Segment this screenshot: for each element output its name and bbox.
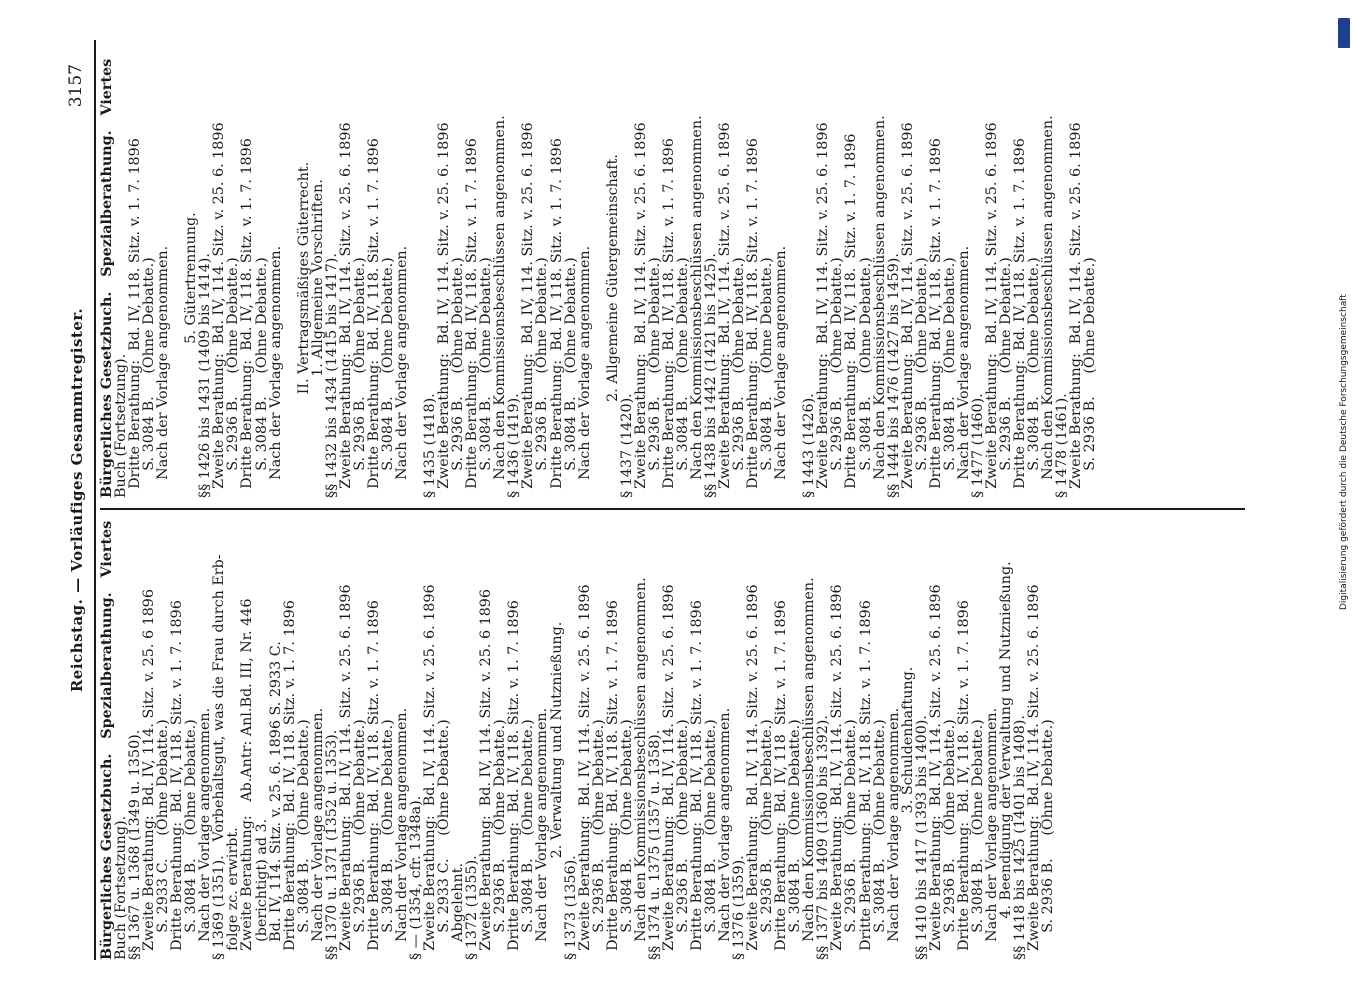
register-line: § 1436 (1419). xyxy=(506,393,523,498)
register-line: Dritte Berathung: Bd. IV, 118. Sitz. v. 1. 7. 1896 xyxy=(464,138,481,498)
register-line: Nach der Vorlage angenommen. xyxy=(309,707,326,960)
register-line: S. 2936 B. (Ohne Debatte.) xyxy=(492,719,509,960)
register-line: Zweite Berathung: Bd. IV, 114. Sitz. v. 25. 6. 1896 xyxy=(422,584,439,960)
right-column xyxy=(100,58,1245,498)
register-line: Zweite Berathung: Bd. IV, 114. Sitz. v. 25. 6 1896 xyxy=(141,589,158,960)
register-line: S. 2936 B. (Ohne Debatte.) xyxy=(731,257,748,498)
register-line: S. 3084 B. (Ohne Debatte.) xyxy=(759,257,776,498)
register-line: 2. Verwaltung und Nutznießung. xyxy=(548,621,565,859)
register-line: S. 3084 B. (Ohne Debatte.) xyxy=(478,257,495,498)
register-line: Zweite Berathung: Bd. IV, 114. Sitz. v. 25. 6. 1896 xyxy=(337,584,354,960)
register-line: Nach der Vorlage angenommen. xyxy=(717,707,734,960)
register-line: S. 2936 B. (Ohne Debatte.) xyxy=(646,257,663,498)
register-line: Zweite Berathung: Bd. IV, 114. Sitz. v. 25. 6. 1896 xyxy=(632,122,649,498)
register-line: Zweite Berathung: Bd. IV, 114. Sitz. v. 25. 6. 1896 xyxy=(576,584,593,960)
register-line: Zweite Berathung: Bd. IV, 114. Sitz. v. 25. 6. 1896 xyxy=(717,122,734,498)
register-line: §§ 1410 bis 1417 (1393 bis 1400). xyxy=(913,715,930,960)
register-line: S. 2936 B. (Ohne Debatte.) xyxy=(351,257,368,498)
register-line: S. 2936 B. (Ohne Debatte.) xyxy=(225,257,242,498)
register-line: S. 3084 B. (Ohne Debatte.) xyxy=(379,257,396,498)
register-line: Dritte Berathung: Bd. IV, 118. Sitz. v. 1. 7. 1896 xyxy=(688,600,705,960)
register-line: S. 2936 B. (Ohne Debatte.) xyxy=(450,257,467,498)
register-line: S. 2936 B. (Ohne Debatte.) xyxy=(998,257,1014,498)
register-line: Dritte Berathung: Bd. IV, 118. Sitz. v. 1. 7. 1896 xyxy=(1012,138,1029,498)
register-line: S. 3084 B. (Ohne Debatte.) xyxy=(618,719,635,960)
register-line: S. 2936 B. (Ohne Debatte.) xyxy=(590,719,607,960)
register-line: § 1373 (1356). xyxy=(562,855,579,960)
register-line: S. 3084 B. (Ohne Debatte.) xyxy=(674,257,691,498)
register-line: Nach der Vorlage angenommen. xyxy=(885,707,902,960)
register-line: S. 2936 B. (Ohne Debatte.) xyxy=(534,257,551,498)
register-line: Dritte Berathung: Bd. IV, 118. Sitz. v. 1. 7. 1896 xyxy=(365,600,382,960)
register-line: S. 2936 B. (Ohne Debatte.) xyxy=(941,719,958,960)
running-header xyxy=(60,40,94,960)
register-line: S. 3084 B. (Ohne Debatte.) xyxy=(379,719,396,960)
register-line: Zweite Berathung: Bd. IV, 114. Sitz. v. 25. 6. 1896 xyxy=(815,122,832,498)
register-line: § 1478 (1461). xyxy=(1054,393,1071,498)
register-line: Zweite Berathung: Bd. IV, 114. Sitz. v. 25. 6. 1896 xyxy=(211,122,228,498)
register-line: S. 2936 B. (Ohne Debatte.) xyxy=(1082,257,1099,498)
register-line: § 1369 (1351). Vorbehaltsgut, was die Frau durch Erb- xyxy=(211,554,228,960)
register-line: S. 2936 B. (Ohne Debatte.) xyxy=(351,719,368,960)
register-line: §§ 1444 bis 1476 (1427 bis 1459). xyxy=(885,253,902,498)
register-line: Dritte Berathung: Bd. IV, 118. Sitz. v. 1. 7. 1896 xyxy=(239,138,256,498)
register-line: Dritte Berathung: Bd. IV, 118. Sitz. v. 1. 7. 1896 xyxy=(127,138,144,498)
register-line: §§ 1426 bis 1431 (1409 bis 1414). xyxy=(197,253,214,498)
register-line: S. 3084 B. (Ohne Debatte.) xyxy=(295,719,312,960)
rotated-print-area xyxy=(60,40,1300,960)
register-line: Dritte Berathung: Bd. IV, 118. Sitz. v. 1. 7. 1896 xyxy=(506,600,523,960)
register-line xyxy=(170,58,184,498)
register-line: Nach der Vorlage angenommen. xyxy=(393,707,410,960)
register-line: Bürgerliches Gesetzbuch. Spezialberathung. Viertes xyxy=(99,520,115,960)
register-line: S. 2936 B. (Ohne Debatte.) xyxy=(843,719,860,960)
register-line: 3. Schuldenhaftung. xyxy=(899,666,916,814)
digitization-sidebar xyxy=(1334,10,1353,990)
register-line: Zweite Berathung: Bd. IV, 114. Sitz. v. 25. 6. 1896 xyxy=(983,122,1000,498)
register-line: Dritte Berathung: Bd. IV, 118. Sitz. v. 1. 7. 1896 xyxy=(955,600,972,960)
register-line: Dritte Berathung: Bd. IV, 118. Sitz. v. 1. 7. 1896 xyxy=(745,138,762,498)
register-line: S. 2936 B. (Ohne Debatte.) xyxy=(913,257,930,498)
register-line: Dritte Berathung: Bd. IV, 118. Sitz. v. 1. 7. 1896 xyxy=(365,138,382,498)
register-line: S. 2936 B. (Ohne Debatte.) xyxy=(674,719,691,960)
register-line: § 1376 (1359). xyxy=(731,855,748,960)
header-title: Reichstag. — Vorläufiges Gesammtregister. xyxy=(68,307,86,693)
register-line: Zweite Berathung: Bd. IV, 114. Sitz. v. 25. 6. 1896 xyxy=(660,584,677,960)
register-line: Zweite Berathung: Bd. IV, 114. Sitz. v. 25. 6. 1896 xyxy=(829,584,846,960)
register-line: S. 3084 B. (Ohne Debatte.) xyxy=(141,257,158,498)
register-line: S. 2933 C. (Ohne Debatte.) xyxy=(155,719,172,960)
register-line: Nach der Vorlage angenommen. xyxy=(267,245,284,498)
register-line: Dritte Berathung: Bd. IV, 118. Sitz. v. 1. 7. 1896 xyxy=(843,133,860,498)
register-line: Dritte Berathung: Bd. IV, 118 Sitz. v. 1. 7. 1896 xyxy=(773,600,790,960)
register-line: S. 2933 C. (Ohne Debatte.) xyxy=(436,719,453,960)
register-line: Nach den Kommissionsbeschlüssen angenommen. xyxy=(688,115,705,498)
register-line: Nach den Kommissionsbeschlüssen angenommen. xyxy=(632,577,649,960)
header-rule xyxy=(94,40,96,960)
register-line: folge zc. erwirbt. xyxy=(225,827,242,960)
register-line: Zweite Berathung: Bd. IV, 114. Sitz. v. 25. 6. 1896 xyxy=(337,122,354,498)
register-line: Zweite Berathung: Bd. IV, 114. Sitz. v. 25. 6. 1896 xyxy=(436,122,453,498)
register-line: 5. Gütertrennung. xyxy=(183,212,200,344)
register-line: §§ 1432 bis 1434 (1415 bis 1417). xyxy=(323,253,340,498)
register-line: S. 2936 B. (Ohne Debatte.) xyxy=(759,719,776,960)
register-line: Nach den Kommissionsbeschlüssen angenommen. xyxy=(492,115,509,498)
register-line: § 1477 (1460). xyxy=(969,393,986,498)
column-divider xyxy=(100,509,1245,511)
register-line: Dritte Berathung: Bd. IV, 118. Sitz. v. 1. 7. 1896 xyxy=(857,600,874,960)
register-line: § 1372 (1355). xyxy=(464,855,481,960)
register-line: Nach den Kommissionsbeschlüssen angenommen. xyxy=(871,115,888,498)
register-line: Zweite Berathung: Bd. IV, 114. Sitz. v. 25. 6. 1896 xyxy=(927,584,944,960)
register-line: Nach den Kommissionsbeschlüssen angenommen. xyxy=(801,577,818,960)
register-line xyxy=(788,58,802,498)
register-line: 2. Allgemeine Gütergemeinschaft. xyxy=(604,154,621,402)
register-line: S. 3084 B. (Ohne Debatte.) xyxy=(787,719,804,960)
register-line: § 1443 (1426). xyxy=(801,393,818,498)
register-line: § 1437 (1420). xyxy=(618,393,635,498)
register-line: Zweite Berathung: Ab.Antr: Anl.Bd. III, Nr. 446 xyxy=(239,598,256,960)
register-line: Buch (Fortsetzung). xyxy=(113,815,130,960)
register-line: Abgelehnt. xyxy=(450,862,467,960)
register-line: Zweite Berathung: Bd. IV, 114. Sitz. v. 25. 6. 1896 xyxy=(899,122,916,498)
register-line: S. 3084 B. (Ohne Debatte.) xyxy=(857,257,874,498)
dfg-logo xyxy=(1338,18,1350,48)
register-line: II. Vertragsmäßiges Güterrecht. xyxy=(295,161,312,395)
register-line: S. 2936 B. (Ohne Debatte.) xyxy=(1040,719,1057,960)
register-line: § — (1354, cfr. 1348a). xyxy=(408,795,425,960)
register-line: S. 2936 B. (Ohne Debatte.) xyxy=(829,257,846,498)
register-line: Nach der Vorlage angenommen. xyxy=(393,245,410,498)
register-line: S. 3084 B. (Ohne Debatte.) xyxy=(253,257,270,498)
register-line: Zweite Berathung: Bd. IV, 114. Sitz. v. 25. 6. 1896 xyxy=(1068,122,1085,498)
register-line: Nach der Vorlage angenommen. xyxy=(155,245,172,498)
register-line: Nach den Kommissionsbeschlüssen angenommen. xyxy=(1040,115,1057,498)
register-line: S. 3084 B. (Ohne Debatte.) xyxy=(941,257,958,498)
register-line: S. 3084 B. (Ohne Debatte.) xyxy=(703,719,720,960)
register-line: S. 3084 B. (Ohne Debatte.) xyxy=(969,719,986,960)
register-line: Bd. IV, 114. Sitz. v. 25. 6. 1896 S. 2933 C. xyxy=(267,641,284,960)
register-line: §§ 1374 u. 1375 (1357 u. 1358). xyxy=(646,729,663,960)
register-line: Zweite Berathung: Bd. IV, 114. Sitz. v. 25. 6. 1896 xyxy=(1026,584,1043,960)
register-line: Dritte Berathung: Bd. IV, 118. Sitz. v. 1. 7. 1896 xyxy=(660,138,677,498)
register-line: Nach der Vorlage angenommen. xyxy=(983,707,1000,960)
register-line: Dritte Berathung: Bd. IV, 118. Sitz. v. 1. 7. 1896 xyxy=(281,600,298,960)
register-line: Dritte Berathung: Bd. IV, 118. Sitz. v. 1. 7. 1896 xyxy=(927,138,944,498)
register-line: §§ 1370 u. 1371 (1352 u. 1353). xyxy=(323,729,340,960)
register-line: Dritte Berathung: Bd. IV, 118. Sitz. v. 1. 7. 1896 xyxy=(604,600,621,960)
register-line: Nach der Vorlage angenommen. xyxy=(576,245,593,498)
register-line: 1. Allgemeine Vorschriften. xyxy=(309,179,326,377)
register-line: S. 3084 B. (Ohne Debatte.) xyxy=(520,719,537,960)
register-line: Zweite Berathung: Bd. IV, 114. Sitz. v. 25. 6. 1896 xyxy=(520,122,537,498)
register-line: Zweite Berathung: Bd. IV, 114. Sitz. v. 25. 6 1896 xyxy=(478,589,495,960)
register-line: §§ 1367 u. 1368 (1349 u. 1350). xyxy=(127,729,144,960)
register-line: §§ 1377 bis 1409 (1360 bis 1392). xyxy=(815,715,832,960)
register-line: Nach der Vorlage angenommen. xyxy=(534,707,551,960)
register-line: §§ 1438 bis 1442 (1421 bis 1425). xyxy=(703,253,720,498)
register-line xyxy=(283,58,297,498)
register-line: Dritte Berathung: Bd. IV, 118. Sitz. v. 1. 7. 1896 xyxy=(169,600,186,960)
register-line: § 1435 (1418). xyxy=(422,393,439,498)
register-line: (berichtigt) ad 3. xyxy=(253,818,270,960)
left-column xyxy=(100,520,1245,960)
register-line xyxy=(409,58,423,498)
register-line: Bürgerliches Gesetzbuch. Spezialberathung. Viertes xyxy=(99,58,115,498)
register-line: Nach der Vorlage angenommen. xyxy=(773,245,790,498)
register-line: S. 3084 B. (Ohne Debatte.) xyxy=(871,719,888,960)
page-number: 3157 xyxy=(66,64,86,108)
register-line: Nach der Vorlage angenommen. xyxy=(955,245,972,498)
register-line: Buch (Fortsetzung). xyxy=(113,353,130,498)
register-line: S. 3084 B. (Ohne Debatte.) xyxy=(183,719,200,960)
register-line: §§ 1418 bis 1425 (1401 bis 1408). xyxy=(1012,715,1029,960)
register-line: S. 3084 B. (Ohne Debatte.) xyxy=(562,257,579,498)
register-line xyxy=(592,58,606,498)
register-line: Dritte Berathung: Bd. IV, 118. Sitz. v. 1. 7. 1896 xyxy=(548,138,565,498)
digitization-credit: Digitalisierung gefördert durch die Deutsche Forschungsgemeinschaft xyxy=(1339,294,1349,610)
register-line: 4. Beendigung der Verwaltung und Nutznießung. xyxy=(998,561,1014,919)
register-line: S. 3084 B. (Ohne Debatte.) xyxy=(1026,257,1043,498)
register-line: Nach der Vorlage angenommen. xyxy=(197,707,214,960)
register-line: Zweite Berathung: Bd. IV, 114. Sitz. v. 25. 6. 1896 xyxy=(745,584,762,960)
